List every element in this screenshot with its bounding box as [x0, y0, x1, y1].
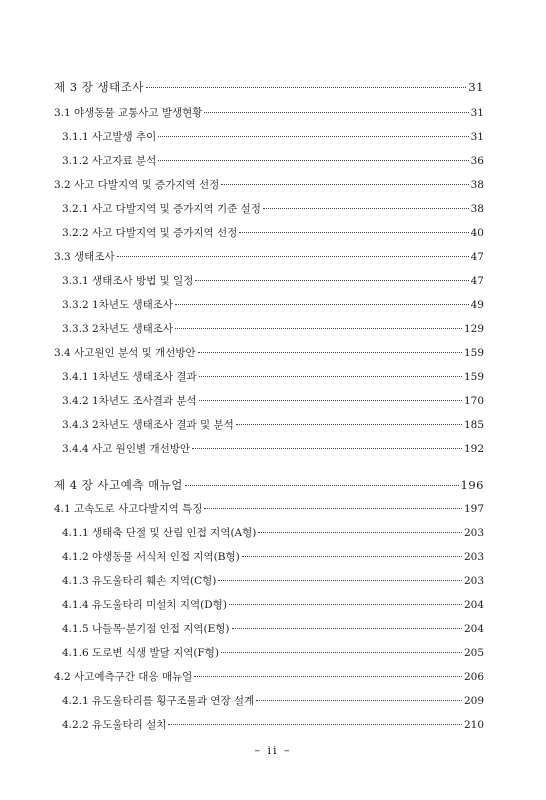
toc-subsection-entry	[62, 694, 484, 708]
toc-entry-page-number: 206	[463, 671, 484, 683]
toc-entry-title: 3.2.1 사고 다발지역 및 증가지역 기준 설정	[62, 203, 261, 215]
dot-leader	[239, 231, 468, 233]
toc-section-entry	[54, 502, 484, 516]
dot-leader	[175, 303, 469, 305]
toc-entry-title: 4.1.5 나들목·분기점 인접 지역(E형)	[62, 623, 230, 635]
toc-entry-title: 3.4.2 1차년도 조사결과 분석	[62, 395, 197, 407]
toc-entry-title: 3.4.3 2차년도 생태조사 결과 및 분석	[62, 419, 234, 431]
toc-entry-page-number: 31	[470, 107, 484, 119]
dot-leader	[199, 399, 462, 401]
toc-entry-title: 3.3 생태조사	[54, 251, 115, 263]
dot-leader	[218, 579, 462, 581]
dot-leader	[195, 279, 468, 281]
toc-entry-page-number: 192	[463, 443, 484, 455]
toc-entry-page-number: 40	[470, 227, 484, 239]
toc-subsection-entry	[62, 550, 484, 564]
toc-section-entry	[54, 178, 484, 192]
toc-subsection-entry	[62, 130, 484, 144]
toc-subsection-entry	[62, 574, 484, 588]
toc-subsection-entry	[62, 370, 484, 384]
toc-chapter-entry	[54, 80, 484, 94]
dot-leader	[221, 183, 468, 185]
toc-entry-page-number: 197	[463, 503, 484, 515]
dot-leader	[175, 327, 462, 329]
toc-subsection-entry	[62, 322, 484, 336]
dot-leader	[194, 675, 462, 677]
dot-leader	[204, 111, 468, 113]
toc-entry-page-number: 31	[470, 131, 484, 143]
toc-entry-page-number: 159	[463, 371, 484, 383]
toc-entry-page-number: 159	[463, 347, 484, 359]
toc-entry-page-number: 203	[463, 551, 484, 563]
toc-section-entry	[54, 670, 484, 684]
dot-leader	[158, 135, 468, 137]
toc-subsection-entry	[62, 298, 484, 312]
toc-entry-title: 4.1.6 도로변 식생 발달 지역(F형)	[62, 647, 219, 659]
dot-leader	[232, 627, 462, 629]
toc-entry-page-number: 170	[463, 395, 484, 407]
page-number-footer: – ii –	[254, 744, 292, 757]
toc-subsection-entry	[62, 226, 484, 240]
toc-entry-title: 3.1.2 사고자료 분석	[62, 155, 157, 167]
dot-leader	[229, 603, 462, 605]
toc-entry-title: 제 3 장 생태조사	[54, 80, 144, 94]
toc-entry-title: 3.2.2 사고 다발지역 및 증가지역 선정	[62, 227, 238, 239]
toc-subsection-entry	[62, 646, 484, 660]
toc-entry-page-number: 204	[463, 623, 484, 635]
toc-entry-title: 3.3.1 생태조사 방법 및 일정	[62, 275, 194, 287]
toc-entry-title: 3.2 사고 다발지역 및 증가지역 선정	[54, 179, 220, 191]
toc-entry-page-number: 204	[463, 599, 484, 611]
toc-entry-page-number: 36	[470, 155, 484, 167]
toc-entry-title: 4.2.1 유도울타리를 횡구조물과 연장 설계	[62, 695, 255, 707]
dot-leader	[263, 207, 469, 209]
toc-entry-title: 4.2.2 유도울타리 설치	[62, 719, 167, 731]
toc-entry-title: 3.4 사고원인 분석 및 개선방안	[54, 347, 196, 359]
toc-entry-page-number: 31	[468, 80, 484, 94]
dot-leader	[192, 447, 462, 449]
toc-entry-title: 3.4.4 사고 원인별 개선방안	[62, 443, 191, 455]
toc-entry-title: 4.1.1 생태축 단절 및 산림 인접 지역(A형)	[62, 527, 257, 539]
toc-entry-title: 제 4 장 사고예측 매뉴얼	[54, 478, 183, 492]
toc-entry-page-number: 210	[463, 719, 484, 731]
toc-subsection-entry	[62, 394, 484, 408]
toc-entry-page-number: 203	[463, 527, 484, 539]
toc-entry-page-number: 49	[470, 299, 484, 311]
toc-entry-page-number: 47	[470, 275, 484, 287]
toc-entry-page-number: 196	[460, 478, 484, 492]
toc-entry-page-number: 203	[463, 575, 484, 587]
toc-section-entry	[54, 346, 484, 360]
dot-leader	[258, 531, 462, 533]
dot-leader	[168, 723, 462, 725]
toc-entry-title: 3.3.2 1차년도 생태조사	[62, 299, 174, 311]
dot-leader	[204, 507, 462, 509]
toc-entry-title: 3.3.3 2차년도 생태조사	[62, 323, 174, 335]
toc-subsection-entry	[62, 526, 484, 540]
toc-section-entry	[54, 250, 484, 264]
toc-entry-title: 4.2 사고예측구간 대응 매뉴얼	[54, 671, 193, 683]
toc-chapter-entry	[54, 478, 484, 492]
toc-entry-title: 4.1.4 유도울타리 미설치 지역(D형)	[62, 599, 227, 611]
dot-leader	[221, 651, 462, 653]
dot-leader	[158, 159, 468, 161]
toc-subsection-entry	[62, 274, 484, 288]
toc-subsection-entry	[62, 622, 484, 636]
toc-entry-title: 3.1.1 사고발생 추이	[62, 131, 157, 143]
dot-leader	[199, 375, 462, 377]
toc-entry-page-number: 205	[463, 647, 484, 659]
toc-entry-title: 4.1.3 유도울타리 훼손 지역(C형)	[62, 575, 217, 587]
toc-subsection-entry	[62, 418, 484, 432]
toc-subsection-entry	[62, 718, 484, 732]
toc-subsection-entry	[62, 154, 484, 168]
toc-entry-page-number: 47	[470, 251, 484, 263]
toc-subsection-entry	[62, 598, 484, 612]
dot-leader	[198, 351, 462, 353]
toc-entry-title: 4.1 고속도로 사고다발지역 특징	[54, 503, 203, 515]
toc-subsection-entry	[62, 202, 484, 216]
toc-entry-page-number: 185	[463, 419, 484, 431]
toc-entry-page-number: 209	[463, 695, 484, 707]
toc-entry-page-number: 129	[463, 323, 484, 335]
dot-leader	[117, 255, 469, 257]
dot-leader	[146, 86, 466, 88]
dot-leader	[185, 484, 459, 486]
dot-leader	[236, 423, 462, 425]
toc-entry-title: 3.4.1 1차년도 생태조사 결과	[62, 371, 197, 383]
toc-entry-title: 4.1.2 야생동물 서식처 인접 지역(B형)	[62, 551, 240, 563]
dot-leader	[242, 555, 462, 557]
dot-leader	[256, 699, 462, 701]
toc-subsection-entry	[62, 442, 484, 456]
toc-entry-title: 3.1 야생동물 교통사고 발생현황	[54, 107, 203, 119]
toc-entry-page-number: 38	[470, 203, 484, 215]
toc-entry-page-number: 38	[470, 179, 484, 191]
toc-section-entry	[54, 106, 484, 120]
